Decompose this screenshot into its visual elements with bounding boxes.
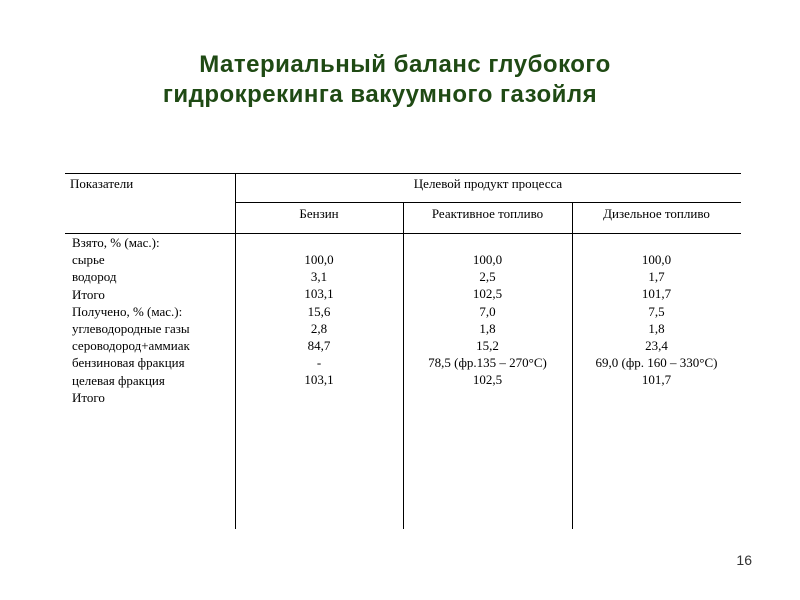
table-cell: 23,4 [645,337,668,353]
header-column-gasoline: Бензин [299,206,339,221]
table-cell: 101,7 [641,286,672,302]
row-label: сероводород+аммиак [72,338,190,354]
table-cell: 1,8 [648,320,665,336]
values-gasoline [235,251,403,389]
row-label: углеводородные газы [72,320,190,336]
header-target-product: Целевой продукт процесса [413,176,563,191]
table-cell: 1,8 [479,320,496,336]
values-diesel [572,251,741,389]
row-label: бензиновая фракция [72,355,185,371]
header-column-jet-fuel: Реактивное топливо [431,206,544,221]
row-label: Взято, % (мас.): [72,235,160,250]
table-cell: 101,7 [641,372,672,388]
slide-title-line-2: гидрокрекинга вакуумного газойля [162,81,598,108]
table-cell: 2,8 [310,320,328,336]
table-cell: 103,1 [304,286,334,302]
slide-title [0,50,800,110]
row-label: Итого [72,389,105,405]
material-balance-table [65,173,741,529]
row-labels [72,234,190,406]
table-cell: 102,5 [472,372,503,388]
table-cell: 78,5 (фр.135 – 270°С) [428,355,547,371]
header-indicators: Показатели [70,176,134,191]
values-jet-fuel [403,251,572,389]
table-cell: 84,7 [307,337,331,353]
table-top-rule [65,173,741,174]
page-number: 16 [736,552,752,568]
table-cell: 2,5 [479,269,496,285]
row-label: целевая фракция [72,372,165,388]
table-cell: 69,0 (фр. 160 – 330°С) [595,355,718,371]
row-label: водород [72,269,117,285]
table-cell: 100,0 [641,252,672,267]
table-cell: 1,7 [648,269,665,285]
table-cell: 102,5 [472,286,503,302]
table-cell: 7,5 [648,303,665,319]
table-cell: 7,0 [479,303,496,319]
table-cell: 15,2 [476,337,499,353]
table-cell: 100,0 [304,252,334,267]
table-cell: 3,1 [310,269,328,285]
row-label: Итого [72,286,105,302]
table-cell: - [316,355,322,371]
table-cell: 100,0 [472,252,503,267]
header-column-diesel: Дизельное топливо [603,206,710,221]
slide-title-line-1: Материальный баланс глубокого [199,51,611,78]
table-subheader-rule [235,202,741,203]
table-cell: 15,6 [307,303,331,319]
row-label: Получено, % (мас.): [72,303,183,319]
row-label: сырье [72,252,105,268]
table-cell: 103,1 [304,372,334,388]
